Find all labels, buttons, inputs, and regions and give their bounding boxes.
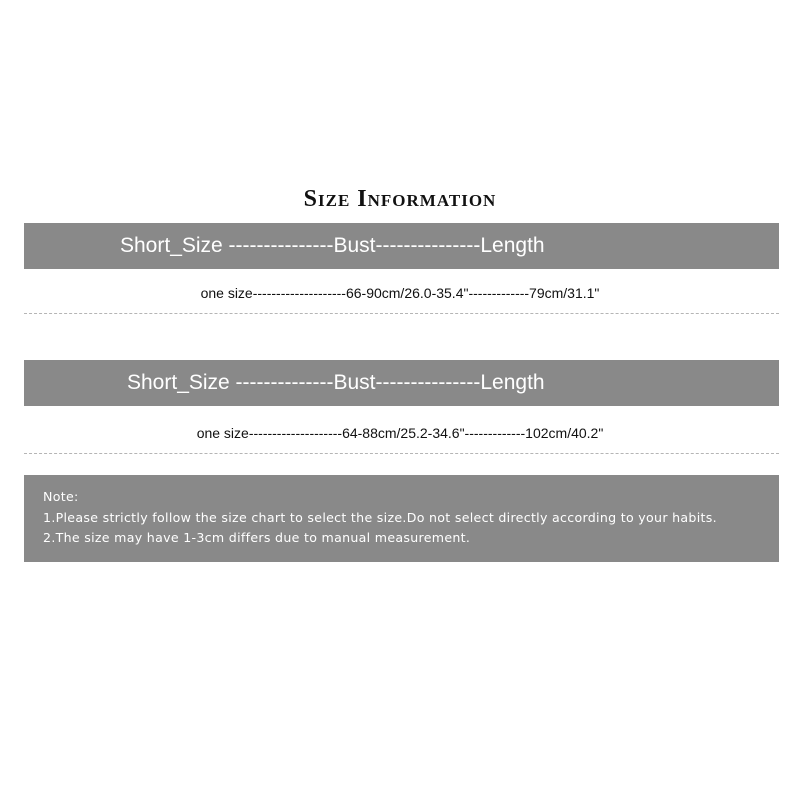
size-row-2: one size--------------------64-88cm/25.2-34.6"-------------102cm/40.2" bbox=[196, 425, 604, 441]
size-table-header-2 bbox=[24, 360, 779, 406]
note-box bbox=[24, 475, 779, 562]
size-table-header-text-1: Short_Size ---------------Bust---------------Length bbox=[120, 234, 545, 257]
divider-2 bbox=[24, 453, 779, 454]
note-line-1: 1.Please strictly follow the size chart to select the size.Do not select directly according to your habits. bbox=[43, 510, 717, 525]
size-table-header-1 bbox=[24, 223, 779, 269]
divider-1 bbox=[24, 313, 779, 314]
size-table-header-text-2: Short_Size --------------Bust---------------Length bbox=[127, 371, 545, 394]
note-heading: Note: bbox=[43, 489, 79, 504]
note-line-2: 2.The size may have 1-3cm differs due to manual measurement. bbox=[43, 530, 471, 545]
page-title: Size Information bbox=[303, 186, 497, 212]
size-row-1: one size--------------------66-90cm/26.0-35.4"-------------79cm/31.1" bbox=[200, 285, 600, 301]
